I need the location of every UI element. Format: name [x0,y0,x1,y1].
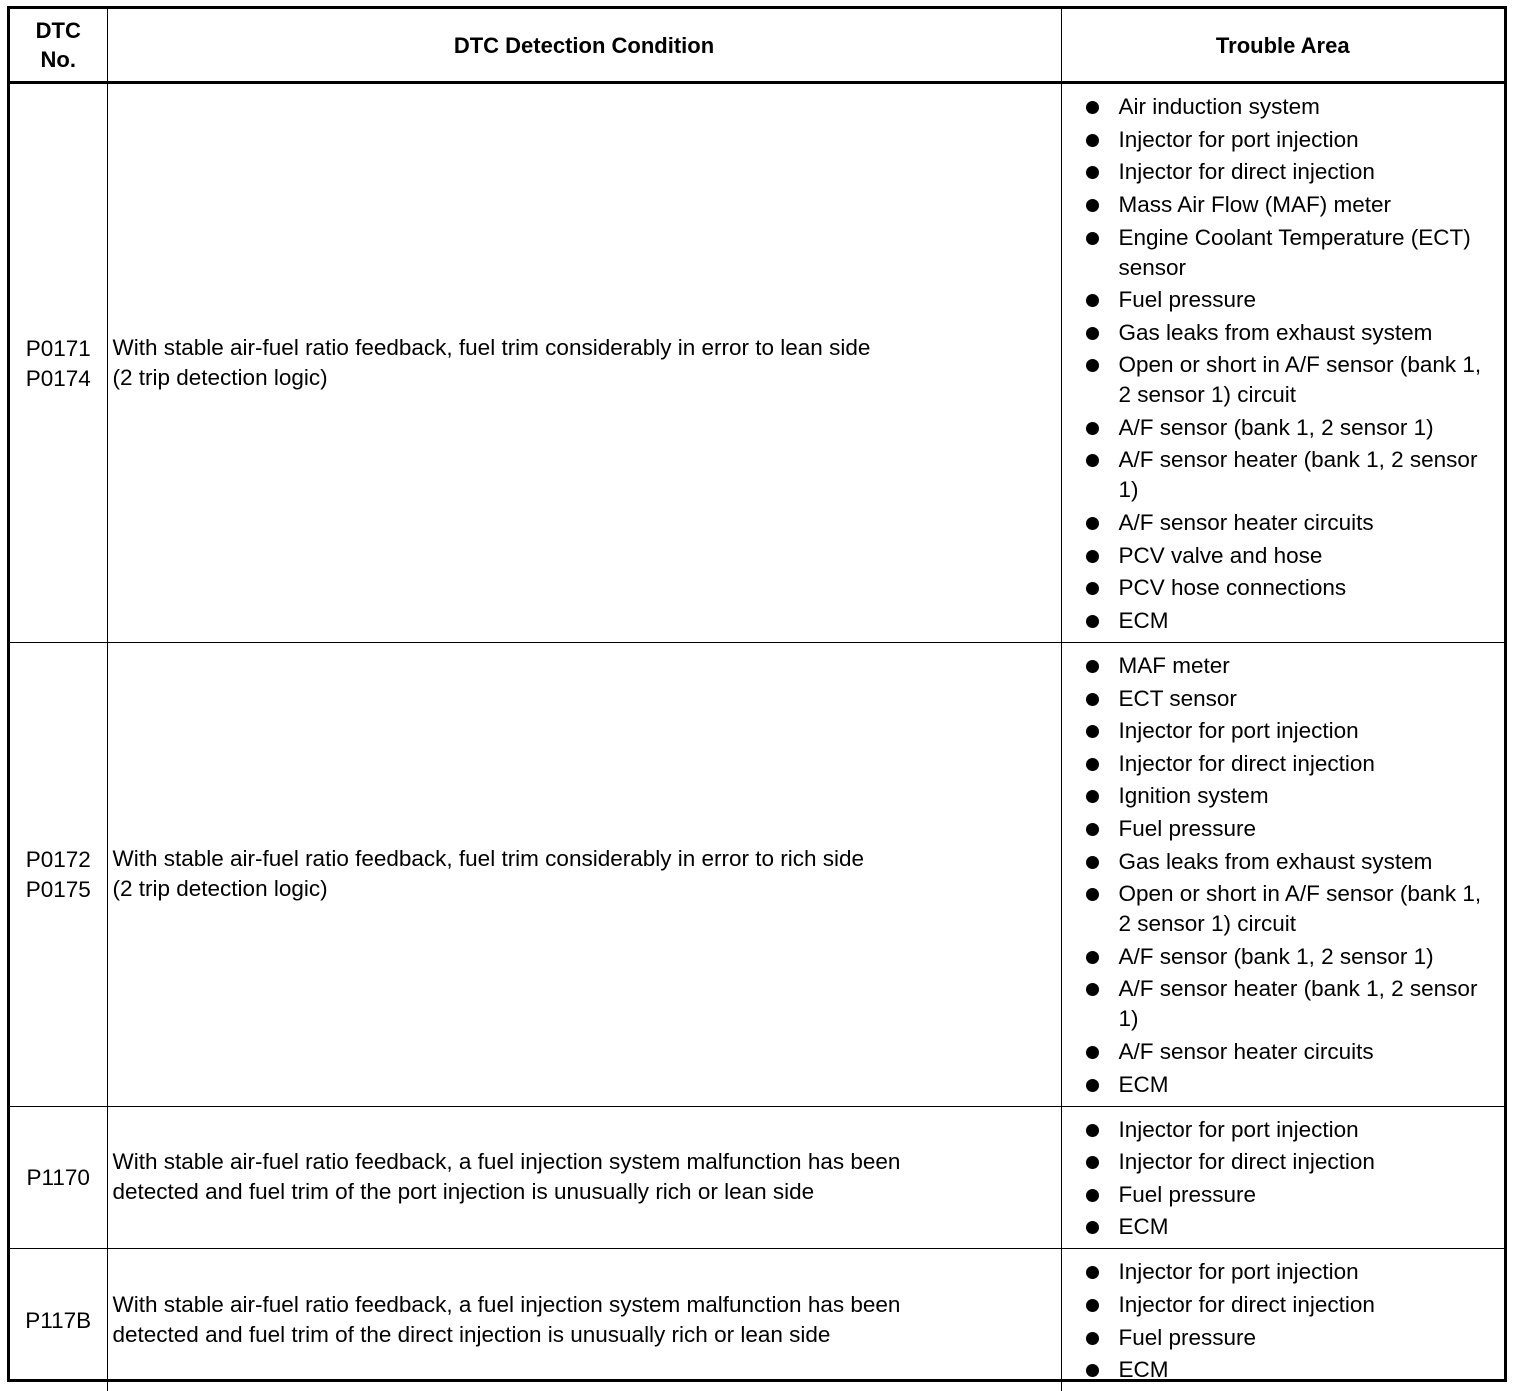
bullet-icon [1086,1124,1099,1137]
bullet-icon [1086,1221,1099,1234]
bullet-icon [1086,888,1099,901]
trouble-area-list [1086,1115,1497,1243]
table-body [10,83,1504,1391]
trouble-area-text: Injector for port injection [1119,1117,1359,1142]
list-item [1086,1323,1497,1353]
list-item [1086,508,1497,538]
bullet-icon [1086,550,1099,563]
detection-condition-cell [107,643,1061,1107]
trouble-area-text: ECM [1119,1214,1169,1239]
trouble-area-cell [1061,1106,1504,1249]
list-item [1086,413,1497,443]
list-item [1086,814,1497,844]
trouble-area-text: A/F sensor (bank 1, 2 sensor 1) [1119,944,1434,969]
bullet-icon [1086,359,1099,372]
trouble-area-text: PCV valve and hose [1119,543,1323,568]
bullet-icon [1086,1266,1099,1279]
list-item [1086,942,1497,972]
list-item [1086,716,1497,746]
trouble-area-text: Injector for port injection [1119,127,1359,152]
trouble-area-text: Fuel pressure [1119,287,1257,312]
list-item [1086,92,1497,122]
detection-condition-cell [107,1106,1061,1249]
trouble-area-text: Injector for direct injection [1119,1292,1375,1317]
bullet-icon [1086,199,1099,212]
trouble-area-text: Injector for direct injection [1119,159,1375,184]
condition-line: (2 trip detection logic) [113,363,1055,393]
list-item [1086,1355,1497,1385]
bullet-icon [1086,582,1099,595]
trouble-area-text: Gas leaks from exhaust system [1119,849,1433,874]
condition-line: With stable air-fuel ratio feedback, a fuel injection system malfunction has been [113,1290,1055,1320]
condition-line: detected and fuel trim of the direct injection is unusually rich or lean side [113,1320,1055,1350]
trouble-area-cell [1061,1249,1504,1391]
dtc-code-cell [10,83,107,643]
list-item [1086,1180,1497,1210]
bullet-icon [1086,758,1099,771]
trouble-area-text: Gas leaks from exhaust system [1119,320,1433,345]
list-item [1086,445,1497,505]
list-item [1086,1037,1497,1067]
table-header [10,9,1504,83]
bullet-icon [1086,1332,1099,1345]
dtc-code: P0174 [10,364,107,394]
bullet-icon [1086,660,1099,673]
header-dtc-no-line: DTC [10,16,107,45]
dtc-code-cell [10,1249,107,1391]
bullet-icon [1086,232,1099,245]
list-item [1086,879,1497,939]
list-item [1086,285,1497,315]
trouble-area-text: ECM [1119,1072,1169,1097]
list-item [1086,190,1497,220]
condition-line: (2 trip detection logic) [113,874,1055,904]
trouble-area-text: A/F sensor heater circuits [1119,1039,1374,1064]
header-dtc-no-line: No. [10,45,107,74]
list-item [1086,684,1497,714]
trouble-area-text: ECT sensor [1119,686,1237,711]
trouble-area-text: Engine Coolant Temperature (ECT) sensor [1119,225,1471,280]
trouble-area-text: Open or short in A/F sensor (bank 1, 2 sensor 1) circuit [1119,352,1482,407]
condition-line: With stable air-fuel ratio feedback, fuel trim considerably in error to rich side [113,844,1055,874]
trouble-area-text: A/F sensor (bank 1, 2 sensor 1) [1119,415,1434,440]
dtc-table-container [7,6,1507,1382]
header-condition: DTC Detection Condition [107,9,1061,83]
bullet-icon [1086,693,1099,706]
table-row [10,643,1504,1107]
list-item [1086,651,1497,681]
list-item [1086,1257,1497,1287]
trouble-area-text: Injector for port injection [1119,718,1359,743]
trouble-area-list [1086,1257,1497,1385]
trouble-area-text: Fuel pressure [1119,1182,1257,1207]
header-dtc-no [10,9,107,83]
trouble-area-text: Fuel pressure [1119,1325,1257,1350]
header-trouble-area: Trouble Area [1061,9,1504,83]
trouble-area-cell [1061,643,1504,1107]
list-item [1086,606,1497,636]
trouble-area-text: Fuel pressure [1119,816,1257,841]
table-row [10,83,1504,643]
condition-line: With stable air-fuel ratio feedback, fuel trim considerably in error to lean side [113,333,1055,363]
bullet-icon [1086,1079,1099,1092]
condition-line: With stable air-fuel ratio feedback, a fuel injection system malfunction has been [113,1147,1055,1177]
trouble-area-text: PCV hose connections [1119,575,1347,600]
bullet-icon [1086,1156,1099,1169]
bullet-icon [1086,615,1099,628]
list-item [1086,223,1497,283]
list-item [1086,847,1497,877]
bullet-icon [1086,1364,1099,1377]
bullet-icon [1086,327,1099,340]
bullet-icon [1086,856,1099,869]
bullet-icon [1086,454,1099,467]
trouble-area-text: A/F sensor heater (bank 1, 2 sensor 1) [1119,976,1478,1031]
dtc-code: P1170 [10,1163,107,1193]
list-item [1086,318,1497,348]
trouble-area-text: ECM [1119,608,1169,633]
list-item [1086,1212,1497,1242]
bullet-icon [1086,951,1099,964]
list-item [1086,125,1497,155]
bullet-icon [1086,422,1099,435]
bullet-icon [1086,1299,1099,1312]
bullet-icon [1086,1189,1099,1202]
bullet-icon [1086,517,1099,530]
trouble-area-text: A/F sensor heater circuits [1119,510,1374,535]
list-item [1086,1290,1497,1320]
dtc-code: P0172 [10,845,107,875]
dtc-code-cell [10,1106,107,1249]
bullet-icon [1086,134,1099,147]
dtc-table [10,9,1504,1391]
trouble-area-cell [1061,83,1504,643]
trouble-area-text: Injector for port injection [1119,1259,1359,1284]
trouble-area-text: Injector for direct injection [1119,1149,1375,1174]
trouble-area-text: Ignition system [1119,783,1269,808]
bullet-icon [1086,983,1099,996]
list-item [1086,157,1497,187]
bullet-icon [1086,1046,1099,1059]
bullet-icon [1086,166,1099,179]
trouble-area-text: ECM [1119,1357,1169,1382]
dtc-code: P117B [10,1306,107,1336]
header-row [10,9,1504,83]
list-item [1086,350,1497,410]
list-item [1086,749,1497,779]
trouble-area-text: Air induction system [1119,94,1320,119]
list-item [1086,541,1497,571]
bullet-icon [1086,725,1099,738]
condition-line: detected and fuel trim of the port injection is unusually rich or lean side [113,1177,1055,1207]
bullet-icon [1086,790,1099,803]
trouble-area-list [1086,651,1497,1100]
bullet-icon [1086,294,1099,307]
table-row [10,1249,1504,1391]
list-item [1086,974,1497,1034]
detection-condition-cell [107,83,1061,643]
trouble-area-text: Open or short in A/F sensor (bank 1, 2 sensor 1) circuit [1119,881,1482,936]
dtc-code: P0171 [10,334,107,364]
bullet-icon [1086,101,1099,114]
detection-condition-cell [107,1249,1061,1391]
dtc-code-cell [10,643,107,1107]
list-item [1086,1070,1497,1100]
dtc-code: P0175 [10,875,107,905]
list-item [1086,1115,1497,1145]
trouble-area-text: A/F sensor heater (bank 1, 2 sensor 1) [1119,447,1478,502]
list-item [1086,573,1497,603]
trouble-area-text: MAF meter [1119,653,1230,678]
trouble-area-list [1086,92,1497,636]
table-row [10,1106,1504,1249]
list-item [1086,781,1497,811]
trouble-area-text: Mass Air Flow (MAF) meter [1119,192,1392,217]
list-item [1086,1147,1497,1177]
bullet-icon [1086,823,1099,836]
trouble-area-text: Injector for direct injection [1119,751,1375,776]
